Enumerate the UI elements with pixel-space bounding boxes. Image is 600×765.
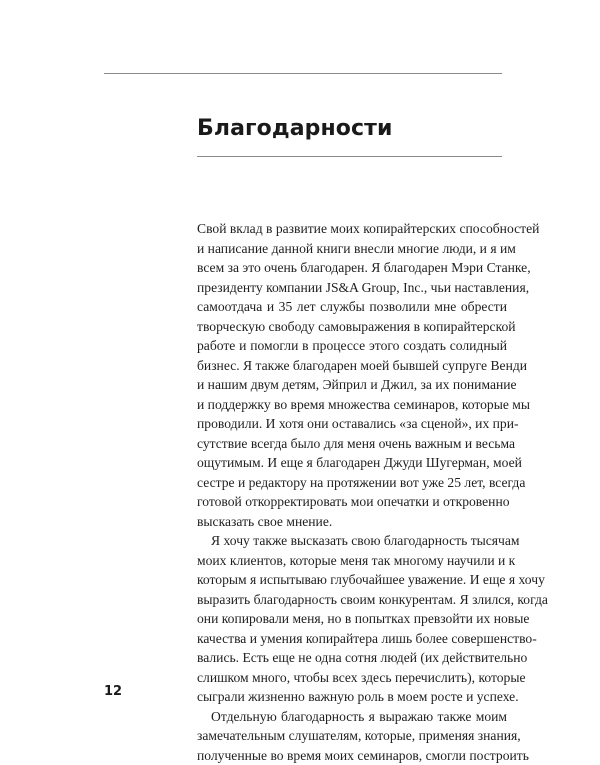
- text-line: Свой вклад в развитие моих копирайтерских способностей: [197, 219, 507, 239]
- chapter-title: Благодарности: [197, 114, 393, 144]
- text-line: президенту компании JS&A Group, Inc., чьи наставления,: [197, 278, 507, 298]
- text-line: Отдельную благодарность я выражаю также моим: [197, 707, 507, 727]
- text-line: бизнес. Я также благодарен моей бывшей супруге Венди: [197, 356, 507, 376]
- text-line: слишком много, чтобы всех здесь перечислить), которые: [197, 668, 507, 688]
- text-line: качества и умения копирайтера лишь более совершенство-: [197, 629, 507, 649]
- text-line: выразить благодарность своим конкурентам. Я злился, когда: [197, 590, 507, 610]
- text-line: ощутимым. И еще я благодарен Джуди Шугерман, моей: [197, 453, 507, 473]
- text-line: Я хочу также высказать свою благодарность тысячам: [197, 531, 507, 551]
- text-line: и поддержку во время множества семинаров, которые мы: [197, 395, 507, 415]
- body-text: [197, 219, 507, 765]
- text-line: творческую свободу самовыражения в копирайтерской: [197, 317, 507, 337]
- text-line: всем за это очень благодарен. Я благодарен Мэри Станке,: [197, 258, 507, 278]
- header-rule: [104, 73, 502, 74]
- paragraph: [197, 531, 507, 707]
- text-line: и написание данной книги внесли многие люди, и я им: [197, 239, 507, 259]
- text-line: вались. Есть еще не одна сотня людей (их действительно: [197, 648, 507, 668]
- text-line: сестре и редактору на протяжении вот уже 25 лет, всегда: [197, 473, 507, 493]
- text-line: высказать свое мнение.: [197, 512, 507, 532]
- text-line: замечательным слушателям, которые, применяя знания,: [197, 726, 507, 746]
- text-line: моих клиентов, которые меня так многому научили и к: [197, 551, 507, 571]
- page-number: 12: [104, 683, 122, 701]
- text-line: работе и помогли в процессе этого создать солидный: [197, 336, 507, 356]
- paragraph: [197, 219, 507, 531]
- text-line: и нашим двум детям, Эйприл и Джил, за их понимание: [197, 375, 507, 395]
- text-line: они копировали меня, но в попытках превзойти их новые: [197, 609, 507, 629]
- text-line: полученные во время моих семинаров, смогли построить: [197, 746, 507, 765]
- text-line: сутствие всегда было для меня очень важным и весьма: [197, 434, 507, 454]
- text-line: самоотдача и 35 лет службы позволили мне обрести: [197, 297, 507, 317]
- text-line: которым я испытываю глубочайшее уважение. И еще я хочу: [197, 570, 507, 590]
- text-line: сыграли жизненно важную роль в моем росте и успехе.: [197, 687, 507, 707]
- text-line: готовой откорректировать мои опечатки и откровенно: [197, 492, 507, 512]
- text-line: проводили. И хотя они оставались «за сценой», их при-: [197, 414, 507, 434]
- title-underline: [197, 156, 502, 157]
- paragraph: [197, 707, 507, 765]
